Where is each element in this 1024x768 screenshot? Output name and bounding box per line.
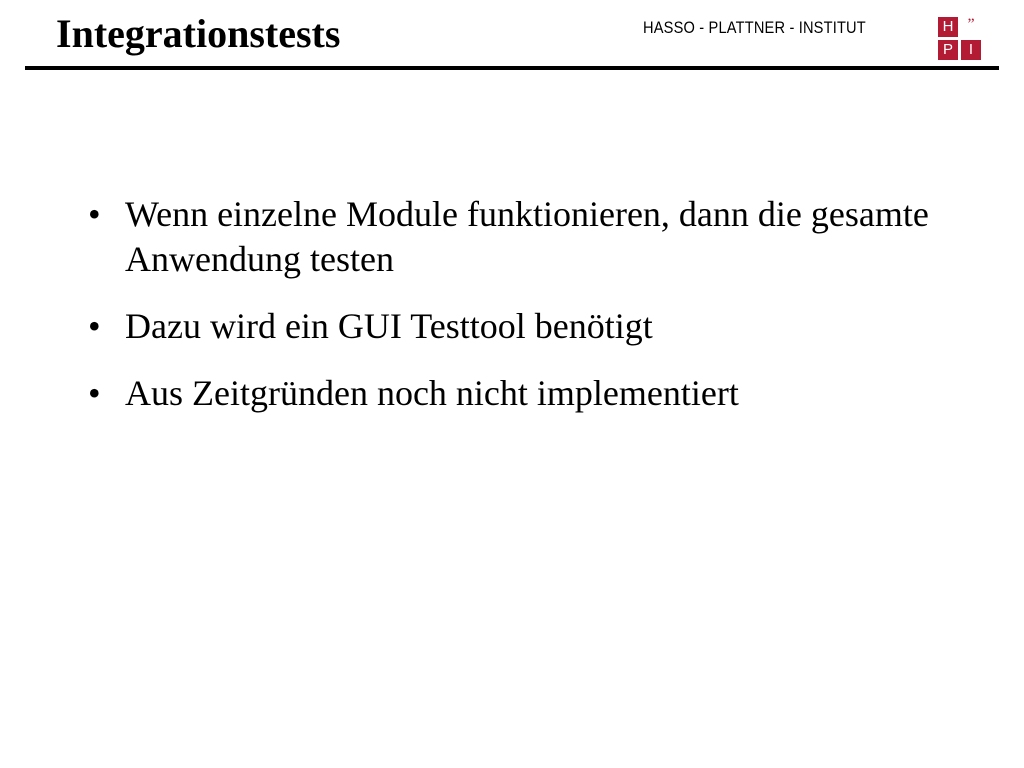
logo-cell-i: I	[961, 40, 981, 60]
logo-cell-quote: ”	[961, 17, 981, 37]
bullet-marker: •	[88, 306, 101, 346]
header-divider	[25, 66, 999, 70]
bullet-marker: •	[88, 373, 101, 413]
bullet-item	[88, 304, 948, 349]
bullet-list	[88, 192, 948, 438]
bullet-text: Wenn einzelne Module funktionieren, dann die gesamte Anwendung testen	[125, 194, 929, 279]
bullet-text: Dazu wird ein GUI Testtool benötigt	[125, 306, 653, 346]
logo-cell-p: P	[938, 40, 958, 60]
slide-title: Integrationstests	[56, 11, 341, 56]
institute-name: HASSO - PLATTNER - INSTITUT	[643, 18, 866, 37]
bullet-item	[88, 371, 948, 416]
logo-cell-h: H	[938, 17, 958, 37]
hpi-logo	[938, 17, 982, 60]
bullet-marker: •	[88, 194, 101, 234]
bullet-item	[88, 192, 948, 282]
bullet-text: Aus Zeitgründen noch nicht implementiert	[125, 373, 739, 413]
